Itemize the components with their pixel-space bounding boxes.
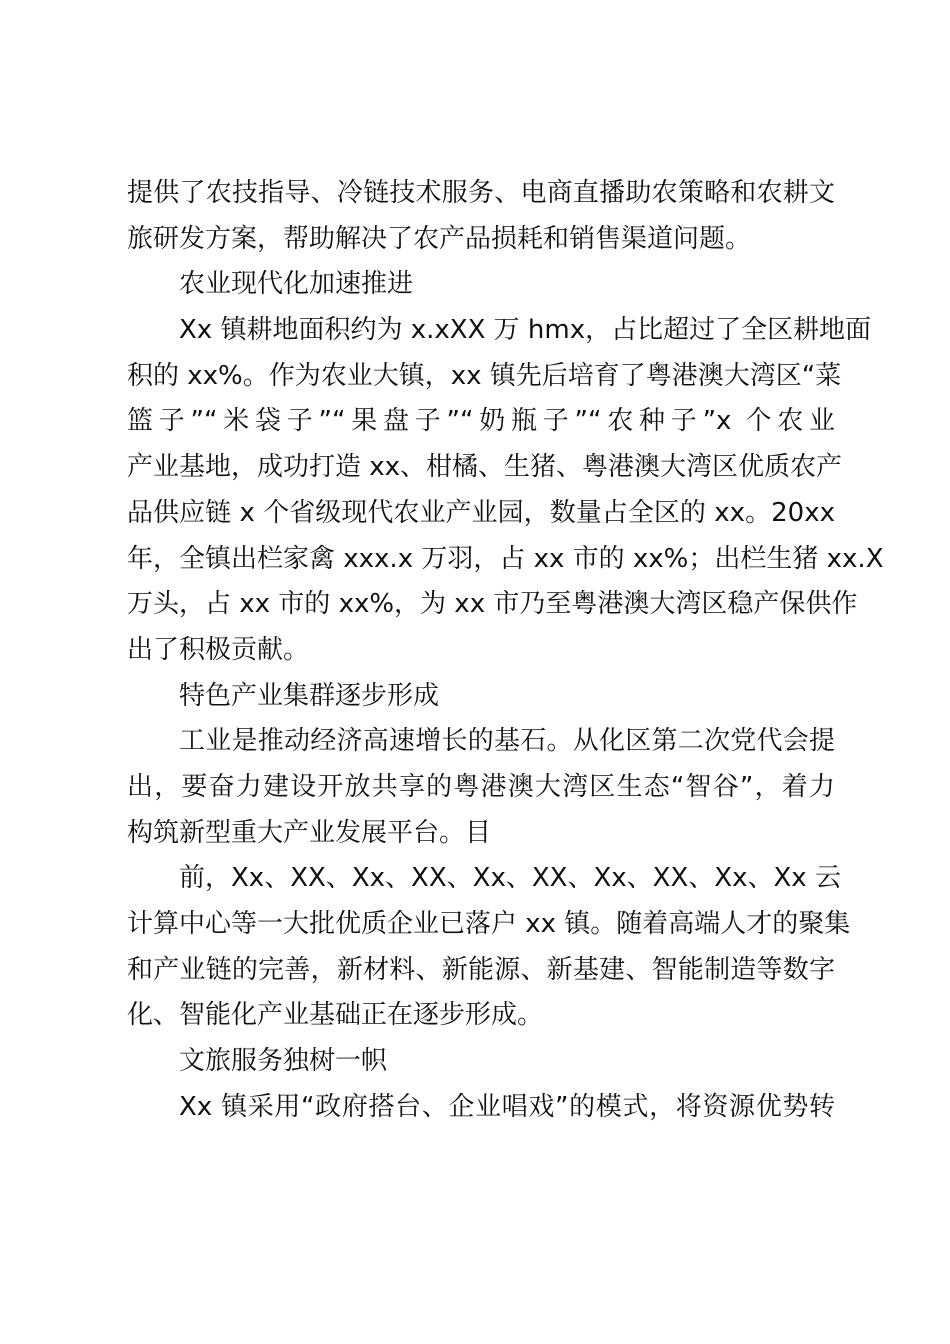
paragraph-line: 年，全镇出栏家禽 xxx.x 万羽，占 xx 市的 xx%；出栏生猪 xx.X [127, 543, 884, 574]
paragraph-line: 前，Xx、XX、Xx、XX、Xx、XX、Xx、XX、Xx、Xx 云 [179, 863, 841, 894]
paragraph-line: 旅研发方案，帮助解决了农产品损耗和销售渠道问题。 [127, 223, 752, 254]
section-heading: 文旅服务独树一帜 [179, 1046, 388, 1077]
paragraph-line: 篮子”“米袋子”“果盘子”“奶瓶子”“农种子”x 个农业 [127, 406, 835, 437]
paragraph-line: 产业基地，成功打造 xx、柑橘、生猪、粤港澳大湾区优质农产 [127, 452, 843, 483]
paragraph-line: 化、智能化产业基础正在逐步形成。 [127, 1000, 544, 1031]
paragraph-line: 提供了农技指导、冷链技术服务、电商直播助农策略和农耕文 [127, 178, 835, 208]
document-body [127, 171, 884, 1130]
paragraph-line: Xx 镇采用“政府搭台、企业唱戏”的模式，将资源优势转 [179, 1091, 835, 1122]
paragraph-line: 品供应链 x 个省级现代农业产业园，数量占全区的 xx。20xx [127, 497, 835, 528]
paragraph-line: 计算中心等一大批优质企业已落户 xx 镇。随着高端人才的聚集 [127, 909, 851, 939]
paragraph-line: 工业是推动经济高速增长的基石。从化区第二次党代会提 [179, 726, 835, 757]
section-heading: 农业现代化加速推进 [179, 269, 414, 300]
paragraph-line: 出了积极贡献。 [127, 634, 310, 665]
paragraph-line: 构筑新型重大产业发展平台。目 [127, 817, 492, 848]
paragraph-line: 出，要奋力建设开放共享的粤港澳大湾区生态“智谷”，着力 [127, 771, 835, 802]
paragraph-line: 积的 xx%。作为农业大镇，xx 镇先后培育了粤港澳大湾区“菜 [127, 360, 842, 391]
paragraph-line: 和产业链的完善，新材料、新能源、新基建、智能制造等数字 [127, 954, 835, 985]
section-heading: 特色产业集群逐步形成 [179, 680, 440, 711]
paragraph-line: Xx 镇耕地面积约为 x.xXX 万 hmx，占比超过了全区耕地面 [179, 315, 872, 346]
paragraph-line: 万头，占 xx 市的 xx%，为 xx 市乃至粤港澳大湾区稳产保供作 [127, 589, 858, 620]
